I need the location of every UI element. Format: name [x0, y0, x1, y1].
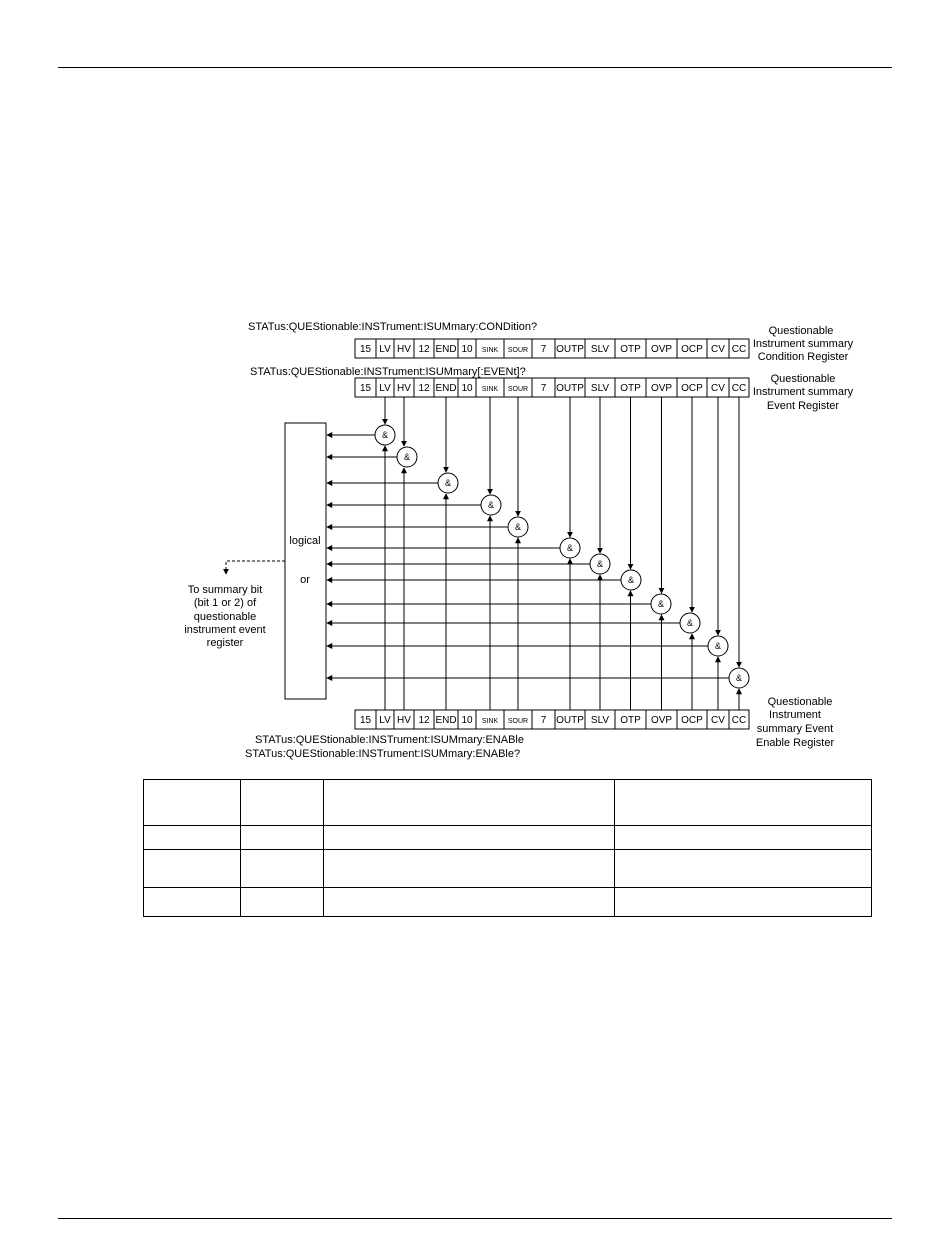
event-bit-label: OUTP [556, 383, 584, 394]
event-bit-label: CC [731, 383, 747, 394]
condition-bit-label: 12 [418, 344, 430, 355]
condition-command-label: STATus:QUEStionable:INSTrument:ISUMmary:CONDition? [248, 321, 538, 333]
condition-bit-label: CV [711, 344, 725, 355]
event-register-row [355, 378, 749, 397]
table-header-row [144, 780, 872, 826]
enable-bit-label: OCP [681, 715, 703, 726]
condition-register-title [753, 325, 854, 363]
table-cell [324, 888, 615, 917]
logical-or-label: logical [289, 535, 321, 547]
event-title-line: Instrument summary [752, 386, 854, 398]
condition-bit-label: 7 [540, 344, 547, 355]
condition-bit-label: HV [397, 344, 411, 355]
event-bit-label: SLV [590, 383, 610, 394]
enable-bit-label: END [435, 715, 457, 726]
and-gate-symbol: & [657, 599, 665, 609]
logical-or-label: or [300, 574, 310, 586]
event-bit-label: OCP [681, 383, 703, 394]
enable-bit-label: CV [711, 715, 725, 726]
and-gate-symbol: & [444, 478, 452, 488]
and-gate-symbol: & [714, 641, 722, 651]
enable-register-title [756, 696, 835, 749]
table-cell [144, 826, 241, 850]
event-command-label: STATus:QUEStionable:INSTrument:ISUMmary[:EVENt]? [250, 366, 526, 378]
table-cell [615, 888, 872, 917]
enable-bit-label: 10 [461, 715, 473, 726]
table-cell [241, 826, 324, 850]
enable-title-line: Enable Register [755, 737, 835, 749]
enable-bit-label: SINK [481, 718, 499, 725]
event-bit-label: 12 [418, 383, 430, 394]
summary-line: instrument event [184, 624, 266, 636]
condition-register-row [355, 339, 749, 358]
register-table [143, 779, 872, 917]
and-gate-symbol: & [596, 559, 604, 569]
enable-bit-label: OTP [620, 715, 641, 726]
condition-title-line: Questionable [768, 325, 834, 337]
condition-title-line: Instrument summary [752, 338, 854, 350]
enable-bit-label: 12 [418, 715, 430, 726]
and-gate-wiring [327, 397, 749, 710]
and-gate-symbol: & [735, 673, 743, 683]
event-bit-label: CV [711, 383, 725, 394]
condition-title-line: Condition Register [757, 351, 849, 363]
event-bit-label: 15 [359, 383, 372, 394]
table-cell [615, 780, 872, 826]
enable-title-line: Instrument [769, 709, 821, 721]
condition-bit-label: OVP [650, 344, 673, 355]
condition-bit-label: LV [379, 344, 391, 355]
summary-output-line [226, 561, 285, 574]
summary-line: (bit 1 or 2) of [193, 597, 257, 609]
event-bit-label: END [435, 383, 457, 394]
condition-bit-label: OTP [620, 344, 641, 355]
table-cell [241, 850, 324, 888]
enable-title-line: summary Event [756, 723, 834, 735]
summary-line: register [206, 637, 244, 649]
table-row [144, 888, 872, 917]
summary-line: questionable [193, 611, 257, 623]
enable-bit-label: CC [731, 715, 747, 726]
enable-register-row [355, 710, 749, 729]
enable-bit-label: 7 [540, 715, 547, 726]
table-row [144, 826, 872, 850]
and-gate-symbol: & [566, 543, 574, 553]
enable-bit-label: OUTP [556, 715, 584, 726]
event-register-title [753, 373, 854, 412]
event-title-line: Event Register [766, 400, 840, 412]
condition-bit-label: SINK [481, 347, 499, 354]
table-cell [324, 780, 615, 826]
condition-bit-label: OUTP [556, 344, 584, 355]
condition-bit-label: SLV [590, 344, 610, 355]
and-gate-symbol: & [487, 500, 495, 510]
table-cell [144, 888, 241, 917]
table-cell [241, 780, 324, 826]
condition-bit-label: END [435, 344, 457, 355]
table-cell [324, 826, 615, 850]
event-bit-label: OVP [650, 383, 673, 394]
event-bit-label: 7 [540, 383, 547, 394]
and-gate-symbol: & [627, 575, 635, 585]
condition-bit-label: 10 [461, 344, 473, 355]
enable-bit-label: SLV [590, 715, 610, 726]
enable-bit-label: HV [397, 715, 411, 726]
and-gate-symbol: & [514, 522, 522, 532]
event-bit-label: SINK [481, 386, 499, 393]
event-bit-label: OTP [620, 383, 641, 394]
condition-bit-label: 15 [359, 344, 372, 355]
event-bit-label: 10 [461, 383, 473, 394]
summary-line: To summary bit [187, 584, 263, 596]
table-cell [241, 888, 324, 917]
event-title-line: Questionable [770, 373, 836, 385]
table-cell [324, 850, 615, 888]
logical-or-box [285, 423, 326, 699]
summary-bit-label [184, 584, 265, 649]
enable-bit-label: 15 [359, 715, 372, 726]
enable-command-label: STATus:QUEStionable:INSTrument:ISUMmary:ENABle [255, 734, 524, 746]
table-cell [144, 780, 241, 826]
table-row [144, 850, 872, 888]
condition-bit-label: CC [731, 344, 747, 355]
table-cell [615, 826, 872, 850]
enable-bit-label: LV [379, 715, 391, 726]
enable-bit-label: SOUR [507, 718, 529, 725]
enable-title-line: Questionable [767, 696, 833, 708]
table-cell [615, 850, 872, 888]
table-cell [144, 850, 241, 888]
and-gate-symbol: & [381, 430, 389, 440]
event-bit-label: HV [397, 383, 411, 394]
enable-bit-label: OVP [650, 715, 673, 726]
condition-bit-label: SOUR [507, 347, 529, 354]
enable-query-label: STATus:QUEStionable:INSTrument:ISUMmary:ENABle? [245, 748, 521, 760]
event-bit-label: SOUR [507, 386, 529, 393]
event-bit-label: LV [379, 383, 391, 394]
and-gate-symbol: & [686, 618, 694, 628]
and-gate-symbol: & [403, 452, 411, 462]
condition-bit-label: OCP [681, 344, 703, 355]
